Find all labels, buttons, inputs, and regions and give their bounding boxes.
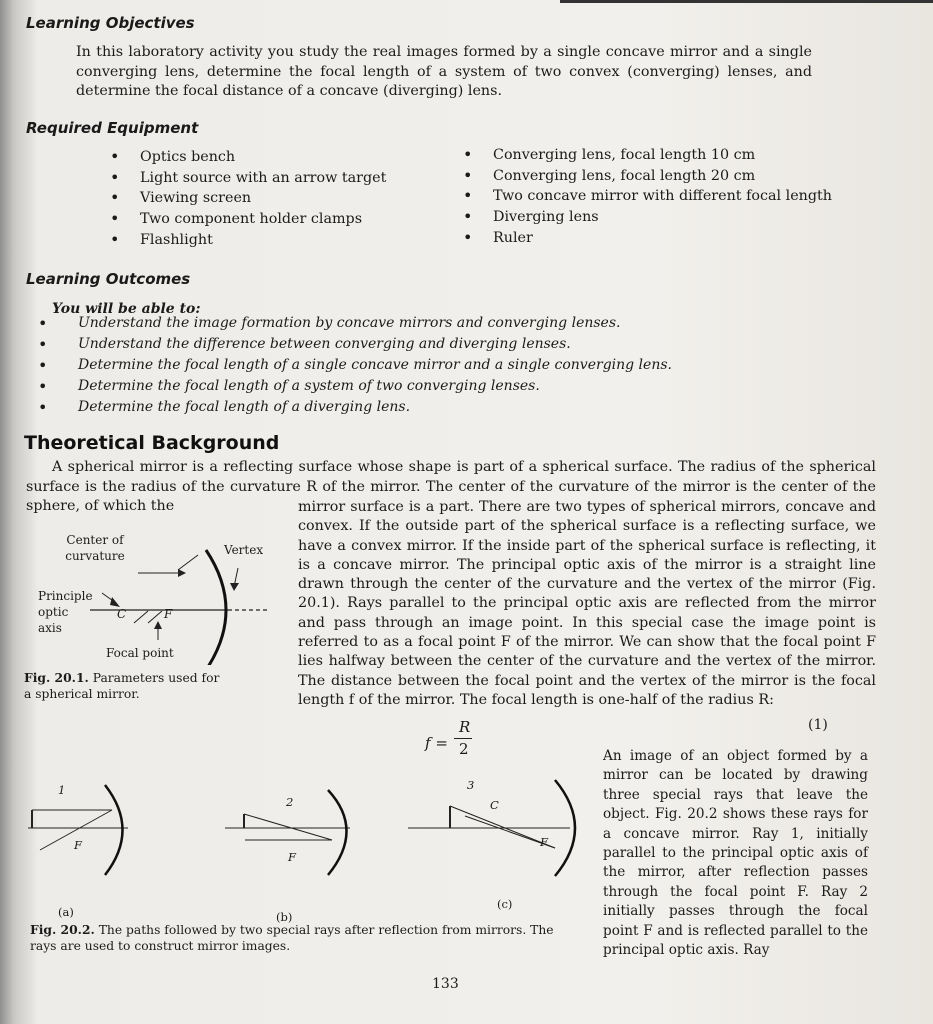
learning-objectives-text: In this laboratory activity you study the real images formed by a single concave mirror and a single converging lens, determine the focal length of a system of two convex (converging) lenses, and determine the focal distance of a concave (diverging) lens. [76,44,812,99]
equipment-item: • Two component holder clamps [110,209,386,230]
equipment-item: • Converging lens, focal length 10 cm [463,145,832,166]
label-focal-point: Focal point [106,646,174,660]
required-equipment-heading: Required Equipment [26,119,199,137]
mirror-b [328,790,347,875]
equipment-item: • Optics bench [110,147,386,168]
equipment-item: • Converging lens, focal length 20 cm [463,166,832,187]
learning-outcomes-heading: Learning Outcomes [26,270,191,288]
f-pointer [148,611,162,623]
page-number: 133 [432,976,459,992]
outcome-item: • Understand the image formation by concave mirrors and converging lenses. [38,313,672,334]
concave-mirror [206,550,226,665]
panel-a-f-label: F [74,838,82,852]
pointer-line [178,555,198,570]
panel-b-label: (b) [276,910,293,924]
fig-20-1-caption [24,670,224,702]
outcome-item: • Determine the focal length of a single concave mirror and a single converging lens. [38,355,672,376]
equipment-item: • Flashlight [110,230,386,251]
ray-2-incident [244,814,332,840]
outcome-item: • Understand the difference between converging and diverging lenses. [38,334,672,355]
c-pointer [134,611,148,623]
ray-3-label: 3 [467,778,475,792]
panel-c-f-label: F [540,835,548,849]
equation-numerator: R [459,718,471,736]
equipment-item: • Two concave mirror with different focal length [463,186,832,207]
panel-c-c-label: C [490,798,499,812]
learning-outcomes-list [38,313,672,418]
equation-lhs: f = [425,734,448,752]
equipment-list-left [110,147,386,251]
arrow-head [154,621,162,629]
theoretical-background-heading: Theoretical Background [24,432,280,454]
fig-20-2-caption-number: Fig. 20.2. [30,922,95,937]
theory-intro: A spherical mirror is a reflecting surface whose shape is part of a spherical surface. The radius of the spherical surface is the radius of the curvature R of the mirror. The center of the curvature of the mirror is the center of the sphere, of which the [26,459,876,514]
equipment-item: • Viewing screen [110,188,386,209]
panel-c [408,780,575,876]
label-c: C [117,607,127,621]
panel-b-f-label: F [288,850,296,864]
panel-c-label: (c) [497,897,513,911]
equation-number: (1) [808,717,828,733]
fig-20-2-caption [30,922,575,954]
outcome-item: • Determine the focal length of a diverging lens. [38,397,672,418]
arrow-head [230,583,239,591]
fig-20-1-caption-number: Fig. 20.1. [24,670,89,685]
label-principle-optic-axis: Principle optic axis [38,589,93,635]
panel-a [28,785,128,875]
label-center-of-curvature: Center of curvature [65,533,125,563]
fig-20-2-caption-text: The paths followed by two special rays after reflection from mirrors. The rays are used to construct mirror images. [30,923,554,953]
equation-fraction-bar [454,738,472,739]
equipment-list-right [463,145,832,249]
learning-outcomes-intro: You will be able to: [52,301,201,317]
fig-20-1-caption-text: Parameters used for a spherical mirror. [24,671,220,701]
ray-2-label: 2 [286,795,294,809]
top-rule [560,0,933,3]
equation-denominator: 2 [459,740,469,758]
theory-paragraph-2: An image of an object formed by a mirror can be located by drawing three special rays that leave the object. Fig. 20.2 shows these rays for a concave mirror. Ray 1, initially parallel to the principal optic axis of the mirror, after reflection passes through the focal point F. Ray 2 initially passes through the focal point F and is reflected parallel to the principal optic axis. Ray [603,748,868,959]
equipment-item: • Ruler [463,228,832,249]
arrow-head [178,569,186,577]
arrow-head [110,597,120,607]
learning-objectives-heading: Learning Objectives [26,14,195,32]
label-vertex: Vertex [224,543,264,557]
ray-1-label: 1 [58,783,66,797]
fig-20-2-diagram [20,770,580,900]
outcome-item: • Determine the focal length of a system of two converging lenses. [38,376,672,397]
equipment-item: • Diverging lens [463,207,832,228]
panel-a-label: (a) [58,905,74,919]
equipment-item: • Light source with an arrow target [110,168,386,189]
label-f: F [164,607,173,621]
theory-right-column: mirror surface is a part. There are two types of spherical mirrors, concave and convex. If the outside part of the spherical surface is a reflecting surface, we have a convex mirror. If the inside part of the spherical surface is reflecting, it is a concave mirror. The principal optic axis of the mirror is a straight line drawn through the center of the curvature and the vertex of the mirror (Fig. 20.1). Rays parallel to the principal optic axis are reflected from the mirror and pass through an image point. In this special case the image point is referred to as a focal point F of the mirror. We can show that the focal point F lies halfway between the center of the curvature and the vertex of the mirror. The distance between the focal point and the vertex of the mirror is the focal length f of the mirror. The focal length is one-half of the radius R: [298,499,876,708]
mirror-a [105,785,123,875]
